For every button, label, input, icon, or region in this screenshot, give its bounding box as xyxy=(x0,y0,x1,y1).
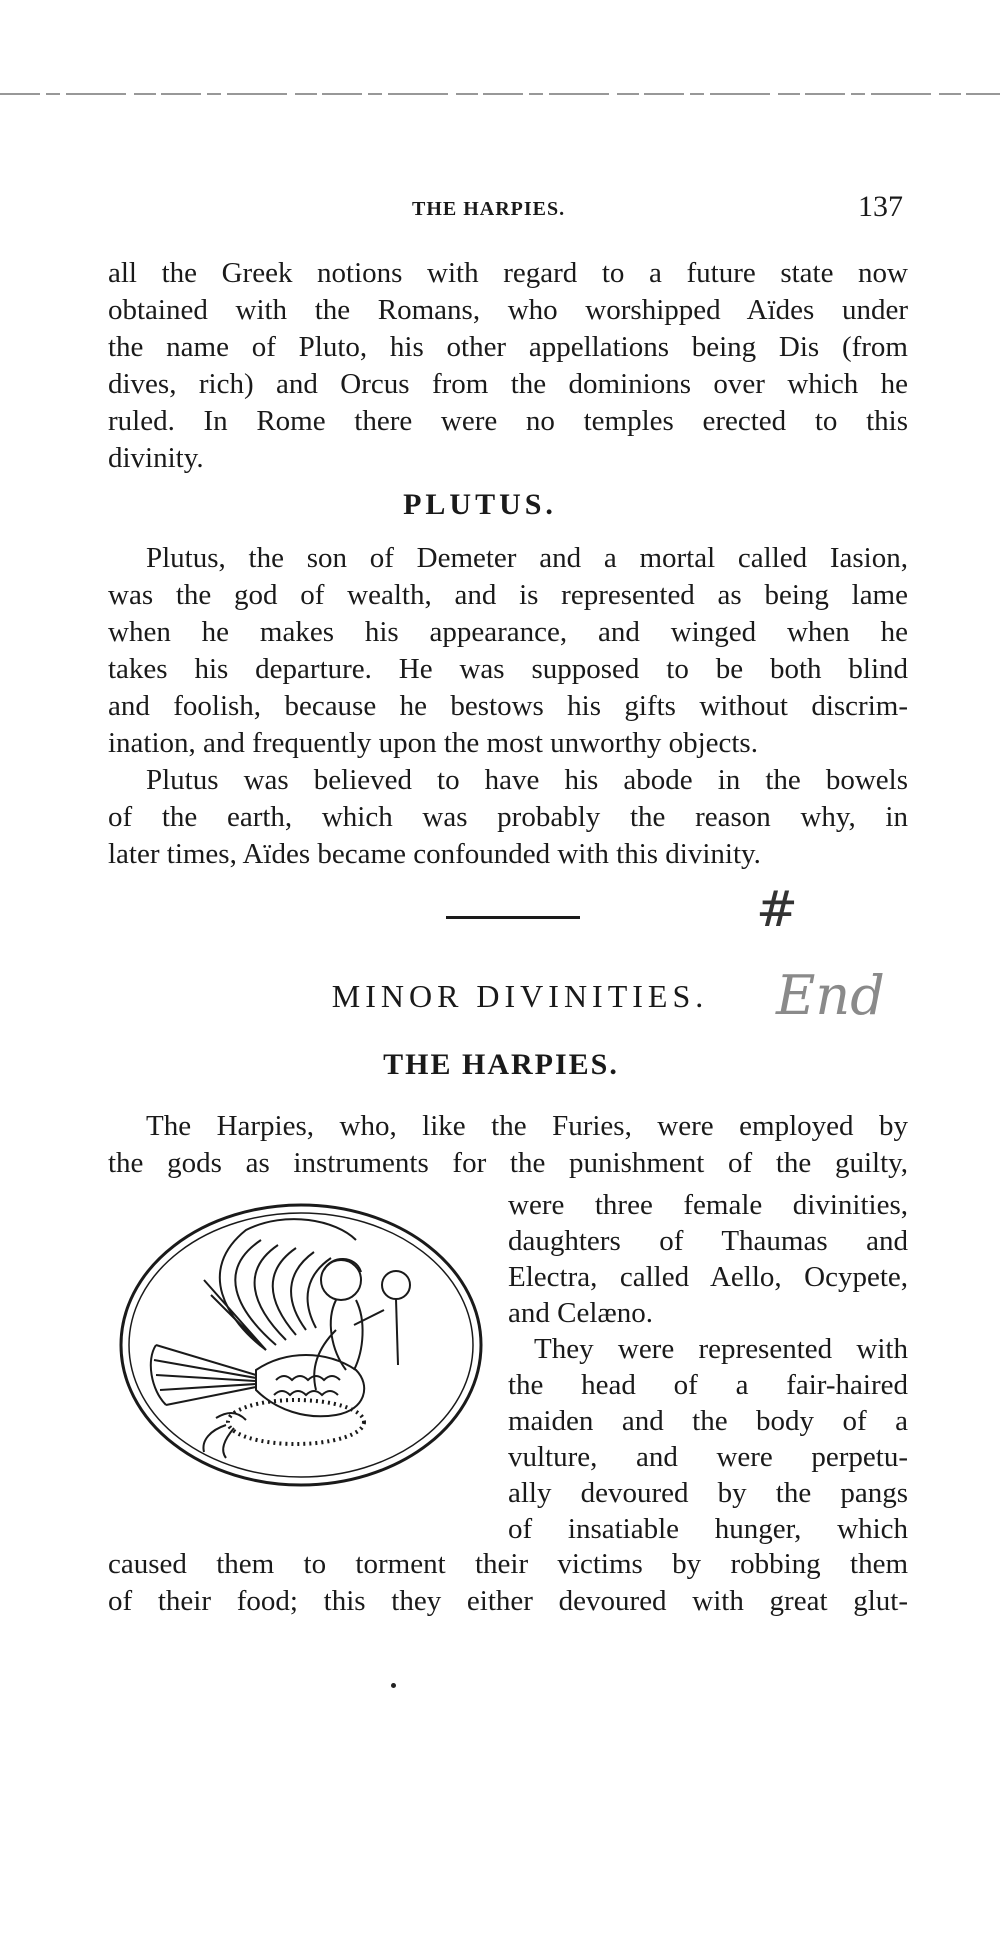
text-line: They were represented with xyxy=(534,1333,908,1365)
harpy-tail xyxy=(151,1345,256,1405)
ink-speck xyxy=(391,1683,396,1688)
text-line: maiden and the body of a xyxy=(508,1405,908,1437)
text-line: The Harpies, who, like the Furies, were employed by xyxy=(146,1110,908,1142)
handwritten-end-note: End xyxy=(776,964,885,1027)
text-line: ally devoured by the pangs xyxy=(508,1477,908,1509)
intro-paragraph xyxy=(108,255,908,477)
text-line: all the Greek notions with regard to a future state now xyxy=(108,257,908,289)
text-line: obtained with the Romans, who worshipped Aïdes under xyxy=(108,294,908,326)
text-line: was the god of wealth, and is represented as being lame xyxy=(108,579,908,611)
text-line: divinity. xyxy=(108,442,204,474)
text-line: caused them to torment their victims by robbing them xyxy=(108,1548,908,1580)
harpies-opening-lines xyxy=(108,1108,908,1182)
text-line: and Celæno. xyxy=(508,1297,653,1329)
page-number: 137 xyxy=(858,190,903,223)
harpies-wrapped-column xyxy=(508,1187,908,1547)
text-line: of their food; this they either devoured with great glut- xyxy=(108,1585,908,1617)
harpy-illustration xyxy=(116,1200,486,1490)
text-line: Electra, called Aello, Ocypete, xyxy=(508,1261,908,1293)
text-line: later times, Aïdes became confounded with this divinity. xyxy=(108,838,761,870)
section-heading-plutus: PLUTUS. xyxy=(403,488,557,521)
chapter-heading-minor-divinities: MINOR DIVINITIES. xyxy=(331,978,709,1014)
section-divider xyxy=(446,916,580,919)
text-line: when he makes his appearance, and winged when he xyxy=(108,616,908,648)
text-line: daughters of Thaumas and xyxy=(508,1225,908,1257)
handwritten-mark: # xyxy=(756,880,798,938)
text-line: of insatiable hunger, which xyxy=(508,1513,908,1545)
running-head: THE HARPIES. xyxy=(412,198,566,220)
text-line: Plutus was believed to have his abode in the bowels xyxy=(146,764,908,796)
text-line: and foolish, because he bestows his gifts without discrim- xyxy=(108,690,908,722)
text-line: of the earth, which was probably the reason why, in xyxy=(108,801,908,833)
text-line: vulture, and were perpetu- xyxy=(508,1441,908,1473)
gem-inner-rim xyxy=(129,1213,473,1477)
harpy-mirror xyxy=(382,1271,410,1365)
section-heading-harpies: THE HARPIES. xyxy=(383,1048,619,1081)
text-line: the gods as instruments for the punishment of the guilty, xyxy=(108,1147,908,1179)
plutus-paragraph-1 xyxy=(108,540,908,762)
harpies-closing-lines xyxy=(108,1546,908,1620)
harpy-body xyxy=(256,1355,364,1416)
text-line: the name of Pluto, his other appellations being Dis (from xyxy=(108,331,908,363)
plutus-paragraph-2 xyxy=(108,762,908,873)
text-line: takes his departure. He was supposed to be both blind xyxy=(108,653,908,685)
text-line: were three female divinities, xyxy=(508,1189,908,1221)
scan-edge-line xyxy=(0,92,1000,96)
text-line: the head of a fair-haired xyxy=(508,1369,908,1401)
bead-necklace xyxy=(228,1400,364,1444)
gem-outer-rim xyxy=(121,1205,481,1485)
text-line: dives, rich) and Orcus from the dominions over which he xyxy=(108,368,908,400)
harpy-wing xyxy=(204,1219,356,1350)
text-line: Plutus, the son of Demeter and a mortal called Iasion, xyxy=(146,542,908,574)
harpy-maiden xyxy=(314,1259,384,1390)
text-line: ination, and frequently upon the most unworthy objects. xyxy=(108,727,758,759)
text-line: ruled. In Rome there were no temples erected to this xyxy=(108,405,908,437)
